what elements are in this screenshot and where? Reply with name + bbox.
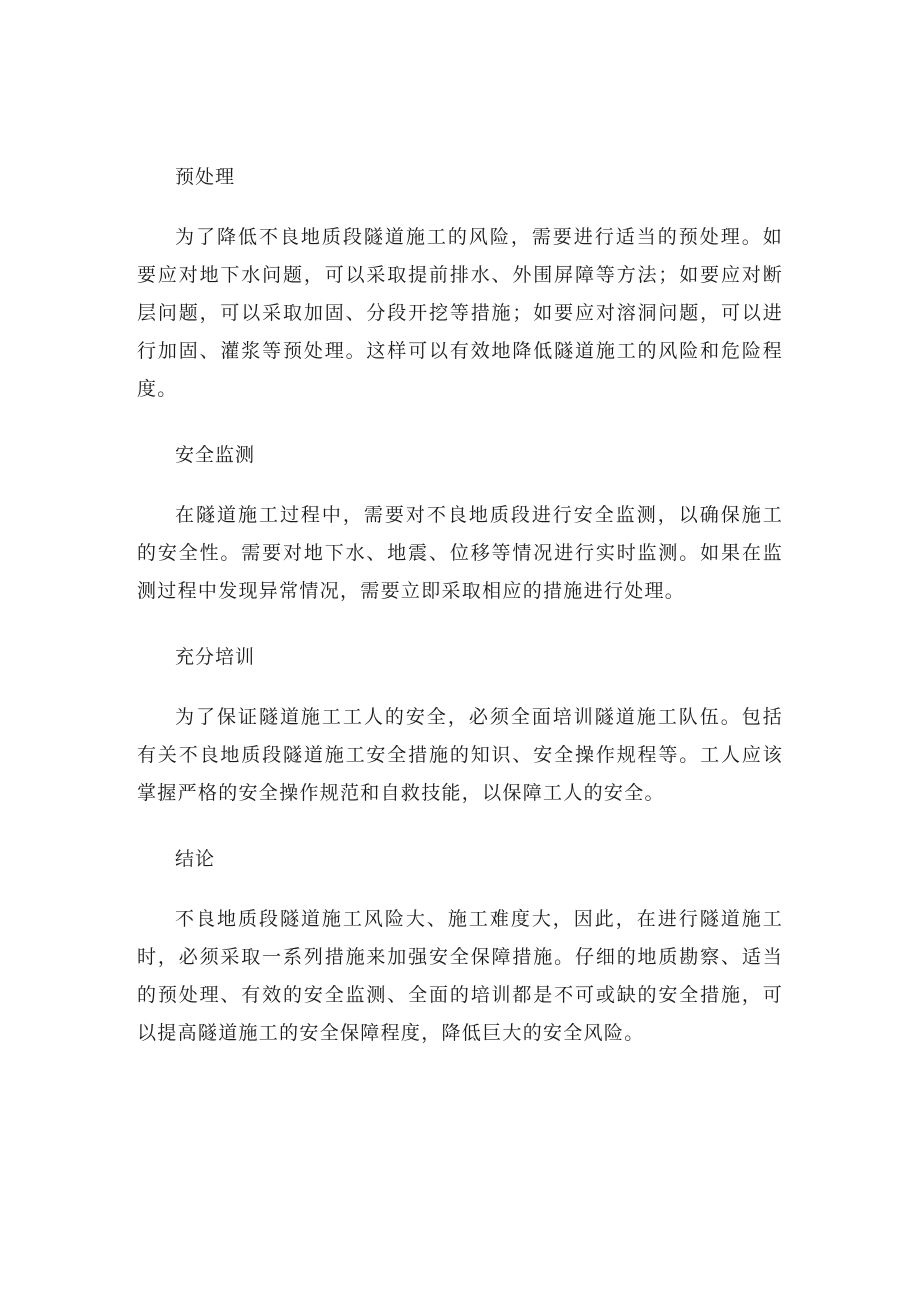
section-heading-training: 充分培训 <box>175 646 256 668</box>
section-heading-conclusion: 结论 <box>175 848 216 870</box>
section-heading-safety-monitoring: 安全监测 <box>175 444 256 466</box>
section-body-training: 为了保证隧道施工工人的安全，必须全面培训隧道施工队伍。包括有关不良地质段隧道施工安全措施的知识、安全操作规程等。工人应该掌握严格的安全操作规范和自救技能，以保障工人的安全。 <box>137 706 783 804</box>
document-page <box>137 160 783 1082</box>
section-body-safety-monitoring: 在隧道施工过程中，需要对不良地质段进行安全监测，以确保施工的安全性。需要对地下水、地震、位移等情况进行实时监测。如果在监测过程中发现异常情况，需要立即采取相应的措施进行处理。 <box>137 504 783 602</box>
section-heading-preprocessing: 预处理 <box>175 166 236 188</box>
section-body-preprocessing: 为了降低不良地质段隧道施工的风险，需要进行适当的预处理。如要应对地下水问题，可以采取提前排水、外围屏障等方法；如要应对断层问题，可以采取加固、分段开挖等措施；如要应对溶洞问题，可以进行加固、灌浆等预处理。这样可以有效地降低隧道施工的风险和危险程度。 <box>137 226 783 400</box>
section-body-conclusion: 不良地质段隧道施工风险大、施工难度大，因此，在进行隧道施工时，必须采取一系列措施来加强安全保障措施。仔细的地质勘察、适当的预处理、有效的安全监测、全面的培训都是不可或缺的安全措施，可以提高隧道施工的安全保障程度，降低巨大的安全风险。 <box>137 908 783 1044</box>
